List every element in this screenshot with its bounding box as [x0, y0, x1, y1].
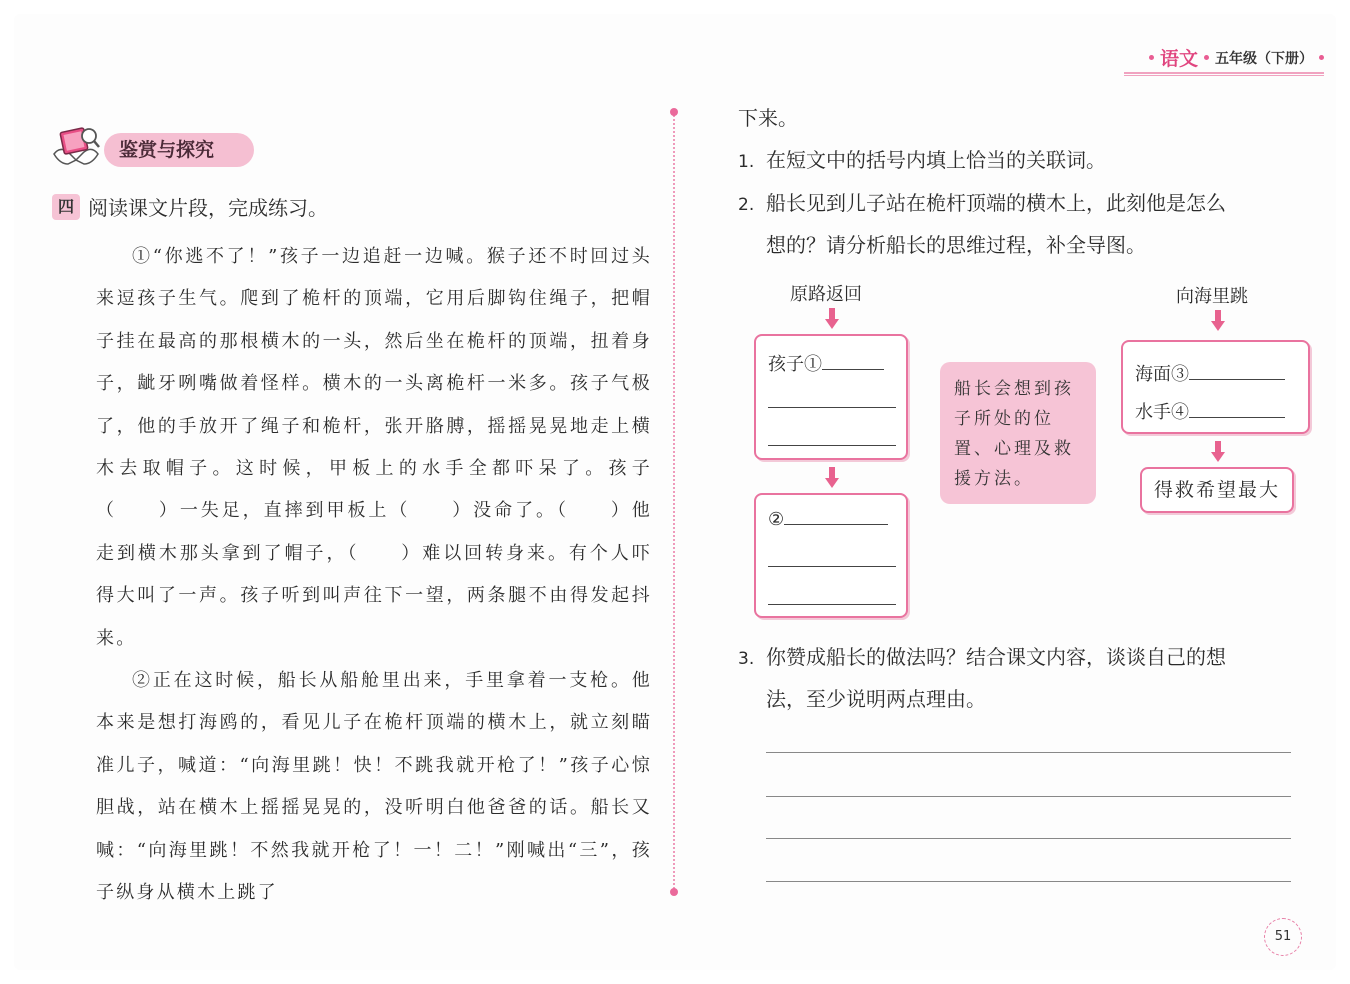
- book-hands-icon: [50, 124, 102, 168]
- section-title-badge: 鉴赏与探究: [104, 133, 254, 167]
- passage-continuation: 下来。: [738, 106, 798, 130]
- question-3-line-2: 法，至少说明两点理由。: [766, 687, 986, 711]
- passage-paragraph-2: ②正在这时候，船长从船舱里出来，手里拿着一支枪。他本来是想打海鸥的，看见儿子在桅杆顶端的横木上，就立刻瞄准儿子，喊道：“向海里跳！快！不跳我就开枪了！”孩子心惊胆战，站在横木上摇摇晃晃的，没听明白他爸爸的话。船长又喊：“向海里跳！不然我就开枪了！一！二！”刚喊出“三”，孩子纵身从横木上跳了: [96, 670, 652, 904]
- divider-dot-bottom: [670, 888, 678, 896]
- answer-blank-2c[interactable]: [768, 604, 896, 605]
- answer-blank-3[interactable]: [1189, 379, 1285, 380]
- header-dot: [1319, 55, 1324, 60]
- mindmap-box-3: [1121, 340, 1310, 434]
- box-3-line-2: 水手④: [1135, 398, 1296, 424]
- header-underline: [1124, 72, 1324, 76]
- answer-blank-1[interactable]: [822, 369, 884, 370]
- passage-paragraph-1: ①“你逃不了！”孩子一边追赶一边喊。猴子还不时回过头来逗孩子生气。爬到了桅杆的顶端，它用后脚钩住绳子，把帽子挂在最高的那根横木的一头，然后坐在桅杆的顶端，扭着身子，龇牙咧嘴做着怪样。横木的一头离桅杆一米多。孩子气极了，他的手放开了绳子和桅杆，张开胳膊，摇摇晃晃地走上横木去取帽子。这时候，甲板上的水手全都吓呆了。孩子（ ）一失足，直摔到甲板上（ ）没命了。（ ）他走到横木那头拿到了帽子，（ ）难以回转身来。有个人吓得大叫了一声。孩子听到叫声往下一望，两条腿不由得发起抖来。: [96, 246, 652, 649]
- header-dot: [1204, 55, 1209, 60]
- mindmap-center-note: 船长会想到孩子所处的位置、心理及救援方法。: [940, 362, 1096, 504]
- question-instruction: 阅读课文片段，完成练习。: [88, 196, 328, 220]
- answer-line-1[interactable]: [766, 752, 1291, 753]
- answer-blank-1b[interactable]: [768, 407, 896, 408]
- answer-blank-2[interactable]: [784, 524, 888, 525]
- mindmap-box-2: [754, 493, 908, 618]
- question-number: 四: [52, 194, 80, 220]
- mindmap-right-label: 向海里跳: [1176, 286, 1248, 307]
- arrow-down-icon: [1211, 441, 1225, 463]
- arrow-down-icon: [825, 467, 839, 489]
- answer-blank-1c[interactable]: [768, 445, 896, 446]
- header-subject: 语文: [1159, 48, 1198, 70]
- arrow-down-icon: [825, 308, 839, 330]
- arrow-down-icon: [1211, 310, 1225, 332]
- question-1: 1. 在短文中的括号内填上恰当的关联词。: [738, 148, 1106, 172]
- box-2-line-1: ②: [768, 509, 894, 530]
- answer-blank-2b[interactable]: [768, 566, 896, 567]
- mindmap-left-label: 原路返回: [790, 284, 862, 305]
- answer-blank-4[interactable]: [1189, 417, 1285, 418]
- question-2-line-2: 想的？请分析船长的思维过程，补全导图。: [766, 233, 1146, 257]
- answer-line-4[interactable]: [766, 881, 1291, 882]
- reading-passage: [96, 236, 652, 915]
- page-number: 51: [1264, 918, 1302, 956]
- answer-line-3[interactable]: [766, 838, 1291, 839]
- header-grade: 五年级（下册）: [1215, 50, 1313, 67]
- mindmap-box-1: [754, 334, 908, 460]
- question-heading: [52, 192, 328, 221]
- divider-dot-top: [670, 108, 678, 116]
- mindmap-result-box: 得救希望最大: [1140, 467, 1294, 513]
- answer-line-2[interactable]: [766, 796, 1291, 797]
- page-header: [1149, 44, 1324, 71]
- header-dot: [1149, 55, 1154, 60]
- column-divider: [673, 112, 675, 892]
- box-1-line-1: 孩子①: [768, 350, 894, 376]
- box-3-line-1: 海面③: [1135, 360, 1296, 386]
- question-3-line-1: 3. 你赞成船长的做法吗？结合课文内容，谈谈自己的想: [738, 645, 1226, 669]
- question-2-line-1: 2. 船长见到儿子站在桅杆顶端的横木上，此刻他是怎么: [738, 191, 1226, 215]
